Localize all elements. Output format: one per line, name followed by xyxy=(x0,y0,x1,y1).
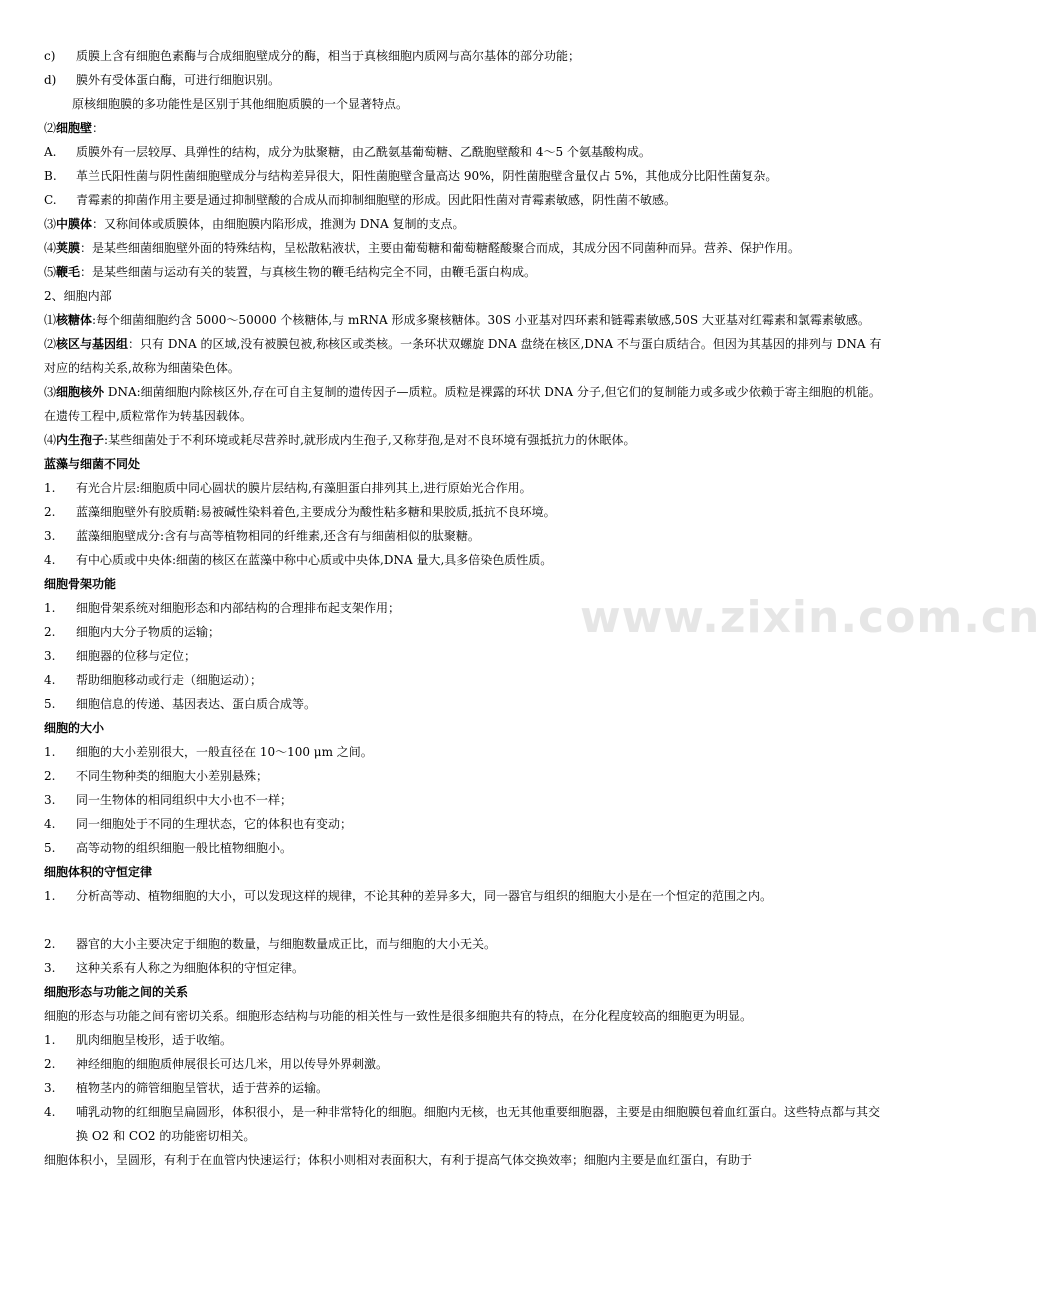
list-item xyxy=(44,788,884,812)
item-text: 细胞器的位移与定位； xyxy=(76,649,197,663)
morphology-heading: 细胞形态与功能之间的关系 xyxy=(44,985,189,999)
list-item xyxy=(44,524,884,548)
term: 内生孢子 xyxy=(56,433,105,447)
item-text: 蓝藻细胞壁外有胶质鞘:易被碱性染料着色,主要成分为酸性粘多糖和果胶质,抵抗不良环境。 xyxy=(76,505,556,519)
definition: ：又称间体或质膜体，由细胞膜内陷形成，推测为 DNA 复制的支点。 xyxy=(92,217,465,231)
section-title: 2、细胞内部 xyxy=(44,289,112,303)
definition: ：是某些细菌与运动有关的装置，与真核生物的鞭毛结构完全不同，由鞭毛蛋白构成。 xyxy=(80,265,537,279)
list-item xyxy=(44,932,884,956)
item-label: 4. xyxy=(44,553,56,567)
item-text: 肌肉细胞呈梭形，适于收缩。 xyxy=(76,1033,233,1047)
list-item xyxy=(44,1076,884,1100)
item-label: 1. xyxy=(44,1033,56,1047)
section-number: ⑶ xyxy=(44,385,57,399)
list-item xyxy=(44,764,884,788)
morphology-intro: 细胞的形态与功能之间有密切关系。细胞形态结构与功能的相关性与一致性是很多细胞共有的特点，在分化程度较高的细胞更为明显。 xyxy=(44,1009,753,1023)
item-text: 质膜外有一层较厚、具弹性的结构，成分为肽聚糖，由乙酰氨基葡萄糖、乙酰胞壁酸和 4～5 个氨基酸构成。 xyxy=(76,145,651,159)
item-label: 1. xyxy=(44,889,56,903)
list-item xyxy=(44,620,884,644)
list-item xyxy=(44,476,884,500)
list-item xyxy=(44,692,884,716)
item-label: 3. xyxy=(44,793,56,807)
section-number: ⑷ xyxy=(44,241,57,255)
definition: ：是某些细菌细胞壁外面的特殊结构，呈松散粘液状，主要由葡萄糖和葡萄糖醛酸聚合而成，其成分因不同菌种而异。营养、保护作用。 xyxy=(80,241,801,255)
item-label: C. xyxy=(44,193,57,207)
definition: :某些细菌处于不利环境或耗尽营养时,就形成内生孢子,又称芽孢,是对不良环境有强抵抗力的休眠体。 xyxy=(104,433,636,447)
item-text: 神经细胞的细胞质伸展很长可达几米，用以传导外界刺激。 xyxy=(76,1057,389,1071)
section-number: ⑷ xyxy=(44,433,57,447)
list-item xyxy=(44,188,884,212)
item-text: 分析高等动、植物细胞的大小，可以发现这样的规律，不论其种的差异多大，同一器官与组织的细胞大小是在一个恒定的范围之内。 xyxy=(76,889,773,903)
item-label: 5. xyxy=(44,697,56,711)
watermark: www.zixin.com.cn xyxy=(580,592,1040,643)
list-item xyxy=(44,884,884,908)
list-item xyxy=(44,1028,884,1052)
ribosome-paragraph xyxy=(44,308,884,332)
item-text: 有中心质或中央体:细菌的核区在蓝藻中称中心质或中央体,DNA 量大,具多倍染色质性质。 xyxy=(76,553,553,567)
term: 细胞核外 xyxy=(56,385,105,399)
flagella-paragraph xyxy=(44,260,884,284)
list-item xyxy=(44,596,884,620)
list-item xyxy=(44,644,884,668)
section-number: ⑸ xyxy=(44,265,57,279)
list-item xyxy=(44,956,884,980)
item-text: 革兰氏阳性菌与阴性菌细胞壁成分与结构差异很大，阳性菌胞壁含量高达 90%，阴性菌胞壁含量仅占 5%，其他成分比阳性菌复杂。 xyxy=(76,169,778,183)
item-label: 1. xyxy=(44,601,56,615)
plasmid-paragraph xyxy=(44,380,884,428)
membrane-note: 原核细胞膜的多功能性是区别于其他细胞质膜的一个显著特点。 xyxy=(72,97,409,111)
cytoskeleton-heading: 细胞骨架功能 xyxy=(44,577,117,591)
item-label: 2. xyxy=(44,1057,56,1071)
item-label: 3. xyxy=(44,529,56,543)
item-label: 3. xyxy=(44,1081,56,1095)
item-label: 4. xyxy=(44,1105,56,1119)
item-text: 膜外有受体蛋白酶，可进行细胞识别。 xyxy=(76,73,281,87)
item-text: 帮助细胞移动或行走（细胞运动）； xyxy=(76,673,263,687)
item-text: 蓝藻细胞壁成分:含有与高等植物相同的纤维素,还含有与细菌相似的肽聚糖。 xyxy=(76,529,480,543)
item-label: 4. xyxy=(44,817,56,831)
definition: DNA:细菌细胞内除核区外,存在可自主复制的遗传因子—质粒。质粒是裸露的环状 DNA 分子,但它们的复制能力或多或少依赖于寄主细胞的机能。在遗传工程中,质粒常作为转基因载体。 xyxy=(44,385,881,423)
section-number: ⑴ xyxy=(44,313,57,327)
list-item xyxy=(44,1100,884,1148)
item-label: 2. xyxy=(44,505,56,519)
item-label: 4. xyxy=(44,673,56,687)
list-item xyxy=(44,164,884,188)
list-item xyxy=(44,548,884,572)
item-text: 细胞信息的传递、基因表达、蛋白质合成等。 xyxy=(76,697,317,711)
term: 中膜体 xyxy=(56,217,93,231)
item-text: 同一细胞处于不同的生理状态，它的体积也有变动； xyxy=(76,817,353,831)
term: 荚膜 xyxy=(56,241,81,255)
item-text: 同一生物体的相同组织中大小也不一样； xyxy=(76,793,293,807)
item-text: 这种关系有人称之为细胞体积的守恒定律。 xyxy=(76,961,305,975)
term: 核区与基因组 xyxy=(56,337,129,351)
list-item xyxy=(44,812,884,836)
list-item xyxy=(44,500,884,524)
item-label: 2. xyxy=(44,769,56,783)
item-text: 细胞内大分子物质的运输； xyxy=(76,625,221,639)
colon: ： xyxy=(92,121,105,135)
term: 细胞壁 xyxy=(56,121,93,135)
section-number: ⑵ xyxy=(44,121,57,135)
item-label: 5. xyxy=(44,841,56,855)
blank-line xyxy=(44,908,884,932)
item-text: 器官的大小主要决定于细胞的数量，与细胞数量成正比，而与细胞的大小无关。 xyxy=(76,937,497,951)
item-text: 植物茎内的筛管细胞呈管状，适于营养的运输。 xyxy=(76,1081,329,1095)
list-item xyxy=(44,44,884,68)
item-label: 3. xyxy=(44,961,56,975)
item-label: 1. xyxy=(44,745,56,759)
document-page xyxy=(44,44,884,1172)
item-label: A. xyxy=(44,145,57,159)
list-item xyxy=(44,140,884,164)
list-item xyxy=(44,1052,884,1076)
item-text: 高等动物的组织细胞一般比植物细胞小。 xyxy=(76,841,293,855)
list-item xyxy=(44,836,884,860)
item-text: 不同生物种类的细胞大小差别悬殊； xyxy=(76,769,269,783)
algae-heading: 蓝藻与细菌不同处 xyxy=(44,457,141,471)
definition: :每个细菌细胞约含 5000～50000 个核糖体,与 mRNA 形成多聚核糖体。30S 小亚基对四环素和链霉素敏感,50S 大亚基对红霉素和氯霉素敏感。 xyxy=(92,313,870,327)
item-label: 2. xyxy=(44,937,56,951)
definition: ：只有 DNA 的区域,没有被膜包被,称核区或类核。一条环状双螺旋 DNA 盘绕在核区,DNA 不与蛋白质结合。但因为其基因的排列与 DNA 有对应的结构关系,故称为细菌染色体。 xyxy=(44,337,882,375)
morphology-closing: 细胞体积小，呈圆形，有利于在血管内快速运行；体积小则相对表面积大，有利于提高气体交换效率；细胞内主要是血红蛋白，有助于 xyxy=(44,1153,753,1167)
item-text: 有光合片层:细胞质中同心圆状的膜片层结构,有藻胆蛋白排列其上,进行原始光合作用。 xyxy=(76,481,532,495)
nucleoid-paragraph xyxy=(44,332,884,380)
item-label: 1. xyxy=(44,481,56,495)
cell-wall-title xyxy=(44,116,884,140)
item-text: 哺乳动物的红细胞呈扁圆形，体积很小，是一种非常特化的细胞。细胞内无核，也无其他重要细胞器，主要是由细胞膜包着血红蛋白。这些特点都与其交换 O2 和 CO2 的功能密切相关。 xyxy=(76,1105,881,1143)
item-text: 质膜上含有细胞色素酶与合成细胞壁成分的酶，相当于真核细胞内质网与高尔基体的部分功能； xyxy=(76,49,581,63)
volume-heading: 细胞体积的守恒定律 xyxy=(44,865,153,879)
list-item xyxy=(44,740,884,764)
mesosome-paragraph xyxy=(44,212,884,236)
section-number: ⑵ xyxy=(44,337,57,351)
term: 鞭毛 xyxy=(56,265,81,279)
item-text: 青霉素的抑菌作用主要是通过抑制壁酸的合成从而抑制细胞壁的形成。因此阳性菌对青霉素敏感，阴性菌不敏感。 xyxy=(76,193,677,207)
list-item xyxy=(44,68,884,92)
section-number: ⑶ xyxy=(44,217,57,231)
term: 核糖体 xyxy=(56,313,93,327)
spore-paragraph xyxy=(44,428,884,452)
item-text: 细胞骨架系统对细胞形态和内部结构的合理排布起支架作用； xyxy=(76,601,401,615)
size-heading: 细胞的大小 xyxy=(44,721,105,735)
list-item xyxy=(44,668,884,692)
item-label: d) xyxy=(44,73,57,87)
item-label: 2. xyxy=(44,625,56,639)
item-label: B. xyxy=(44,169,57,183)
capsule-paragraph xyxy=(44,236,884,260)
item-label: c) xyxy=(44,49,56,63)
item-text: 细胞的大小差别很大，一般直径在 10～100 μm 之间。 xyxy=(76,745,373,759)
item-label: 3. xyxy=(44,649,56,663)
